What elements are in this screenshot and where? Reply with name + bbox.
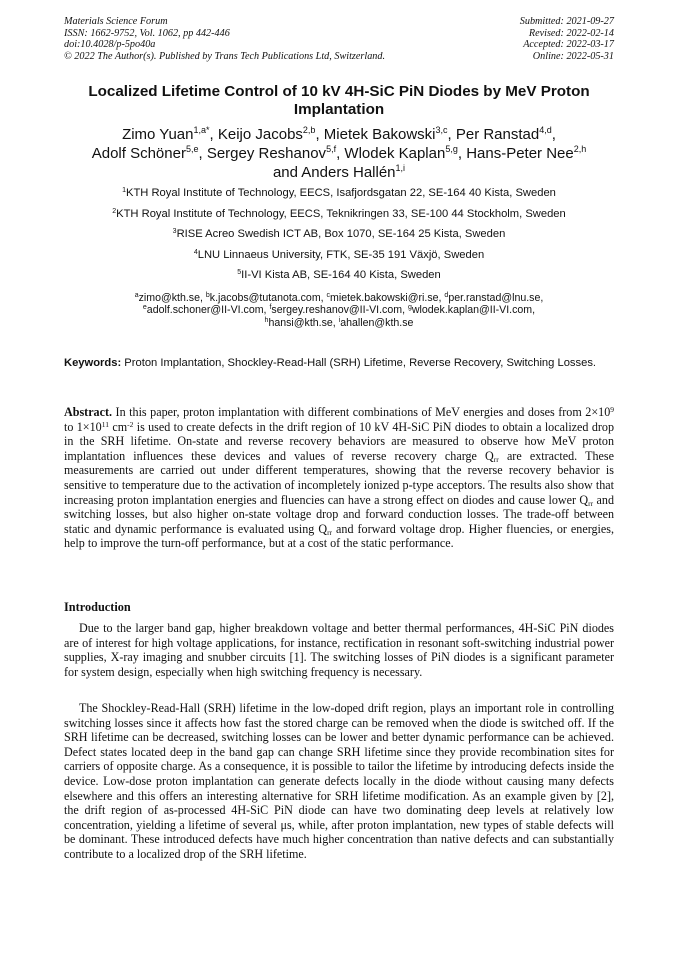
- author: Mietek Bakowski$^{3,c}$,: [323, 125, 456, 143]
- copyright-line: © 2022 The Author(s). Published by Trans Tech Publications Ltd, Switzerland.: [64, 50, 386, 62]
- issn-line: ISSN: 1662-9752, Vol. 1062, pp 442-446: [64, 27, 230, 39]
- doi-line: doi:10.4028/p-5po40a: [64, 39, 156, 51]
- affiliation: $^4$LNU Linnaeus University, FTK, SE-35 191 Växjö, Sweden: [193, 248, 485, 261]
- email: $^b$k.jacobs@tutanota.com,: [205, 292, 327, 304]
- author: Zimo Yuan$^{1,a*}$,: [122, 125, 218, 143]
- revised-date: Revised: 2022-02-14: [528, 27, 614, 39]
- email: $^a$zimo@kth.se,: [134, 292, 206, 304]
- journal-name: Materials Science Forum: [64, 16, 168, 27]
- online-date: Online: 2022-05-31: [532, 50, 614, 62]
- accepted-date: Accepted: 2022-03-17: [523, 39, 614, 51]
- author: Hans-Peter Nee$^{2,h}$: [466, 144, 587, 162]
- intro-paragraph-2: The Shockley-Read-Hall (SRH) lifetime in the low-doped drift region, plays an important role in controlling switching losses since it affects how fast the stored charge can be removed when the diode is switched off. If the SRH lifetime can be decreased, switching losses can be lower and better dynamic performance can be achieved. Defect states located deep in the band gap can change SRH lifetime since they provide recombination sites for carriers of opposite charge. As a consequence, it is possible to tailor the lifetime by introducing defects inside the device. Low-dose proton implantation can generate defects locally in the diode without causing many defects elsewhere and this offers an interesting alternative for SRH lifetime modification. As an example given by [2], the drift region of as-processed 4H-SiC PiN diode can have two dominating deep levels at relatively low concentration, yielding a lifetime of several μs, while, after proton implantation, new types of stable defects will be dominant. These introduced defects have much higher concentration than native defects and can substantially contribute to a localized drop of the SRH lifetime.: [64, 701, 614, 861]
- keywords: [64, 356, 616, 371]
- author: Keijo Jacobs$^{2,b}$,: [217, 125, 324, 143]
- email: $^h$hansi@kth.se,: [264, 316, 339, 329]
- paper-title: Localized Lifetime Control of 10 kV 4H-SiC PiN Diodes by MeV Proton Implantation: [88, 83, 590, 118]
- submitted-date: Submitted: 2021-09-27: [519, 16, 614, 27]
- author: Wlodek Kaplan$^{5,g}$,: [344, 144, 467, 162]
- email: $^e$adolf.schoner@II-VI.com,: [142, 304, 270, 317]
- affiliation: $^5$II-VI Kista AB, SE-164 40 Kista, Sweden: [237, 269, 441, 282]
- affiliation: $^3$RISE Acreo Swedish ICT AB, Box 1070, SE-164 25 Kista, Sweden: [172, 228, 506, 241]
- affiliation: $^1$KTH Royal Institute of Technology, EECS, Isafjordsgatan 22, SE-164 40 Kista, Sweden: [122, 187, 556, 199]
- affiliation: $^2$KTH Royal Institute of Technology, EECS, Teknikringen 33, SE-100 44 Stockholm, Sweden: [112, 207, 566, 220]
- keywords-label: Keywords:: [64, 357, 122, 369]
- author: and Anders Hallén$^{1,i}$: [272, 163, 406, 181]
- author-list: [58, 125, 620, 182]
- journal-info: [64, 16, 385, 62]
- email: $^g$wlodek.kaplan@II-VI.com,: [407, 304, 536, 317]
- keywords-text: Proton Implantation, Shockley-Read-Hall (SRH) Lifetime, Reverse Recovery, Switching Losses.: [121, 357, 597, 369]
- abstract-label: Abstract.: [64, 405, 113, 419]
- email-list: [64, 292, 614, 329]
- author: Adolf Schöner$^{5,e}$,: [91, 144, 207, 162]
- email: $^c$mietek.bakowski@ri.se,: [326, 292, 445, 304]
- email: $^d$per.ranstad@lnu.se,: [444, 292, 544, 304]
- introduction-heading: Introduction: [64, 600, 131, 614]
- author: Sergey Reshanov$^{5,f}$,: [206, 144, 345, 162]
- publication-dates: [520, 16, 614, 62]
- abstract: Abstract. In this paper, proton implantation with different combinations of MeV energies and doses from $2\times 10^9$ to $1\times 10^{11}$ $cm^{-2}$ is used to create defects in the drift region of 10 kV 4H-SiC PiN diodes to obtain a localized drop in the SRH lifetime. On-state and reverse recovery behaviors are measured to observe how MeV proton implantation influences these devices and values of reverse recovery charge $Q_{rr}$ are extracted. These measurements are carried out under different temperatures, showing that the reverse recovery behavior is sensitive to temperature due to the activation of incompletely ionized p-type acceptors. The results also show that increasing proton implantation energies and fluencies can have a strong effect on diodes and cause lower $Q_{rr}$ and switching losses, but also higher on-state voltage drop and forward conduction losses. The trade-off between static and dynamic performance is evaluated using $Q_{rr}$ and forward voltage drop. Higher fluencies, or energies, help to improve the turn-off performance, but at a cost of the static performance.: [64, 405, 615, 551]
- intro-paragraph-1: Due to the larger band gap, higher breakdown voltage and better thermal performances, 4H-SiC PiN diodes are of interest for high voltage applications, for instance, rectification in resonant soft-switching industrial power supplies, X-ray imaging and snubber circuits [1]. The switching losses of PiN diodes is a significant parameter for system design, especially when high switching frequency is necessary.: [64, 621, 614, 679]
- author: Per Ranstad$^{4,d}$,: [455, 125, 556, 143]
- email: $^f$sergey.reshanov@II-VI.com,: [269, 304, 408, 317]
- affiliations: [64, 186, 614, 289]
- email: $^i$ahallen@kth.se: [338, 316, 414, 329]
